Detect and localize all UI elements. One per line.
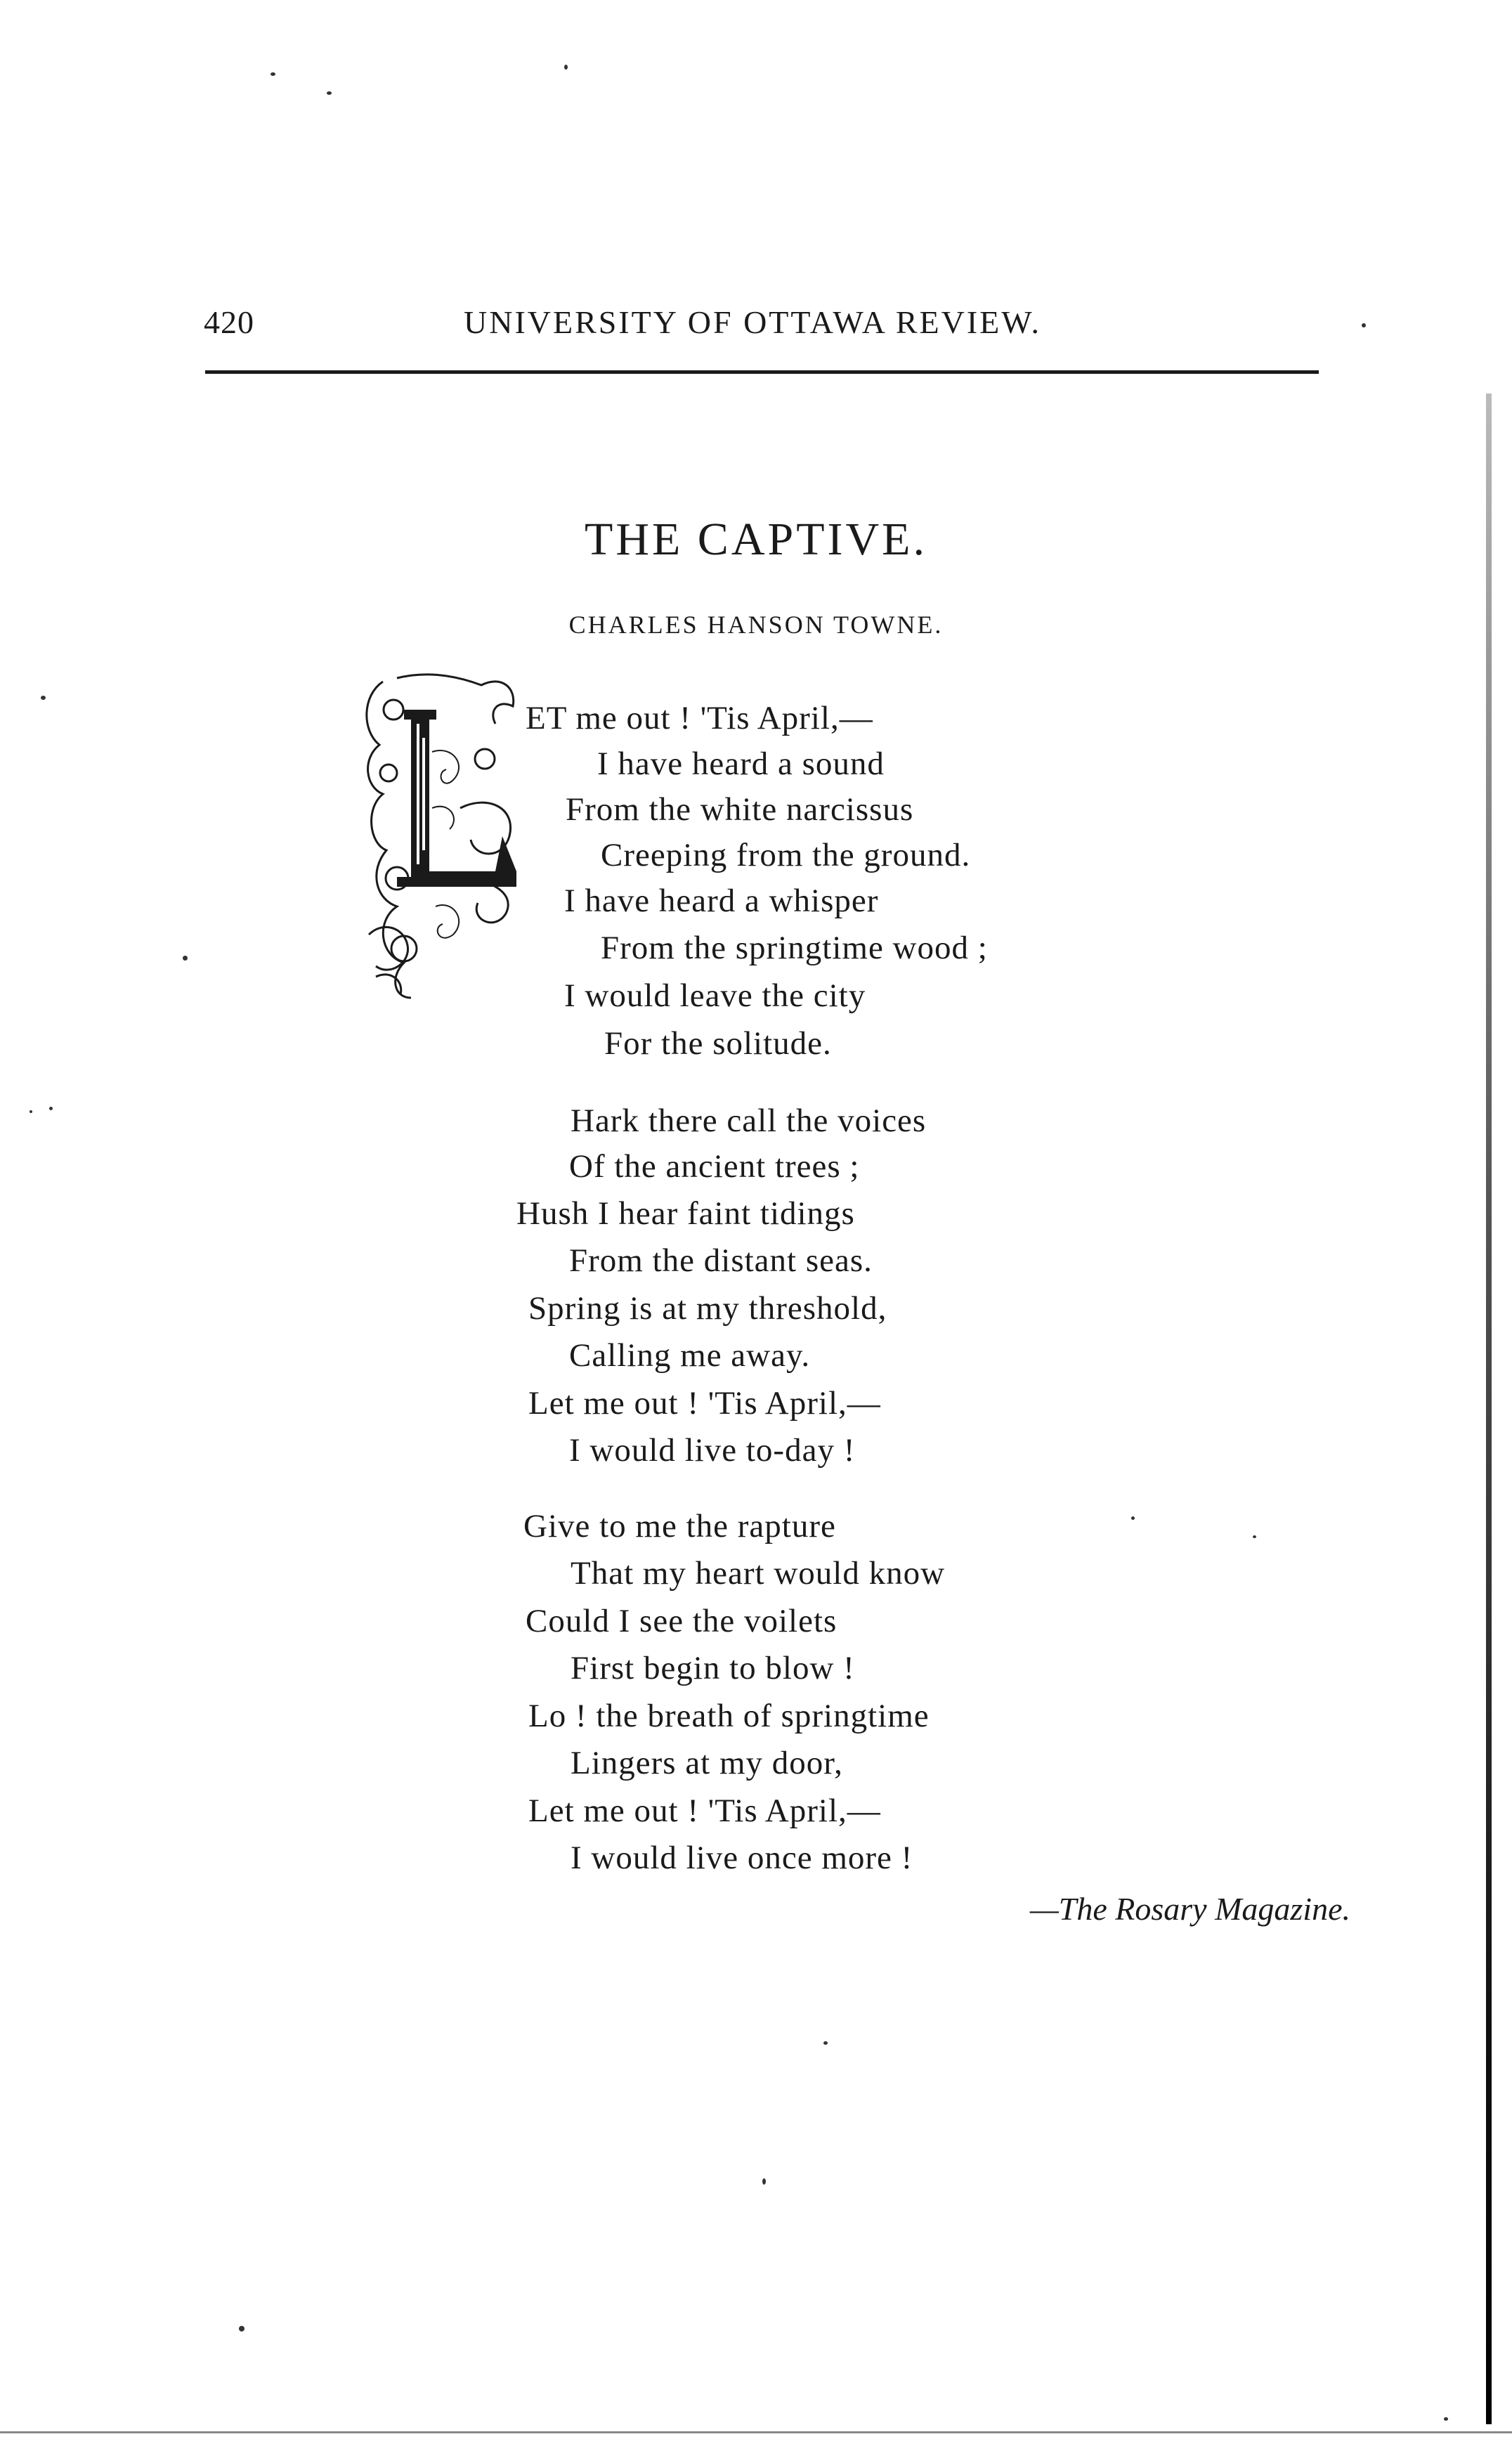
scan-fleck	[327, 91, 332, 95]
poem-line: Creeping from the ground.	[601, 837, 971, 873]
page-number: 420	[204, 304, 254, 340]
poem-line: For the solitude.	[604, 1025, 832, 1062]
page-edge-shadow	[1486, 394, 1492, 2424]
scan-fleck	[183, 956, 188, 961]
poem-title: THE CAPTIVE.	[585, 514, 927, 565]
scan-fleck	[823, 2041, 828, 2045]
poem-line: That my heart would know	[571, 1555, 946, 1592]
scan-fleck	[1362, 323, 1366, 327]
ornamental-drop-cap-image	[355, 668, 523, 1005]
bottom-edge-line	[0, 2431, 1512, 2433]
scan-fleck	[41, 696, 46, 700]
poem-line: Let me out ! 'Tis April,—	[528, 1793, 881, 1829]
poem-line: Calling me away.	[569, 1337, 811, 1374]
poem-line: Spring is at my threshold,	[528, 1290, 887, 1327]
poem-line: ET me out ! 'Tis April,—	[526, 700, 873, 736]
poem-line: Let me out ! 'Tis April,—	[528, 1385, 881, 1422]
poem-line: Hark there call the voices	[571, 1103, 927, 1139]
running-head: UNIVERSITY OF OTTAWA REVIEW.	[464, 304, 1041, 340]
scan-fleck	[564, 65, 568, 70]
poem-line: I have heard a sound	[597, 746, 885, 782]
scan-fleck	[49, 1107, 53, 1110]
poem-line: Of the ancient trees ;	[569, 1148, 860, 1185]
poem-line: I would live once more !	[571, 1840, 913, 1876]
poem-line: From the white narcissus	[566, 791, 914, 828]
header-rule	[205, 370, 1319, 374]
poem-line: Lo ! the breath of springtime	[528, 1698, 930, 1734]
poem-line: Give to me the rapture	[523, 1508, 836, 1544]
poem-line: First begin to blow !	[571, 1650, 855, 1686]
poem-line: From the springtime wood ;	[601, 930, 988, 966]
poem-line: I would leave the city	[564, 977, 866, 1014]
scan-fleck	[1253, 1535, 1256, 1538]
poem-line: I have heard a whisper	[564, 883, 879, 919]
attribution: —The Rosary Magazine.	[1029, 1891, 1350, 1927]
scan-fleck	[30, 1110, 32, 1113]
scan-fleck	[239, 2326, 245, 2331]
scan-fleck	[1131, 1516, 1135, 1520]
poem-line: Hush I hear faint tidings	[516, 1195, 855, 1232]
poem-line: Could I see the voilets	[526, 1603, 838, 1639]
scan-fleck	[271, 72, 275, 76]
poem-line: Lingers at my door,	[571, 1745, 843, 1781]
scan-fleck	[1444, 2417, 1448, 2421]
poem-line: I would live to-day !	[569, 1432, 856, 1469]
scan-fleck	[762, 2178, 766, 2185]
poem-author: CHARLES HANSON TOWNE.	[568, 611, 944, 639]
poem-line: From the distant seas.	[569, 1242, 873, 1279]
